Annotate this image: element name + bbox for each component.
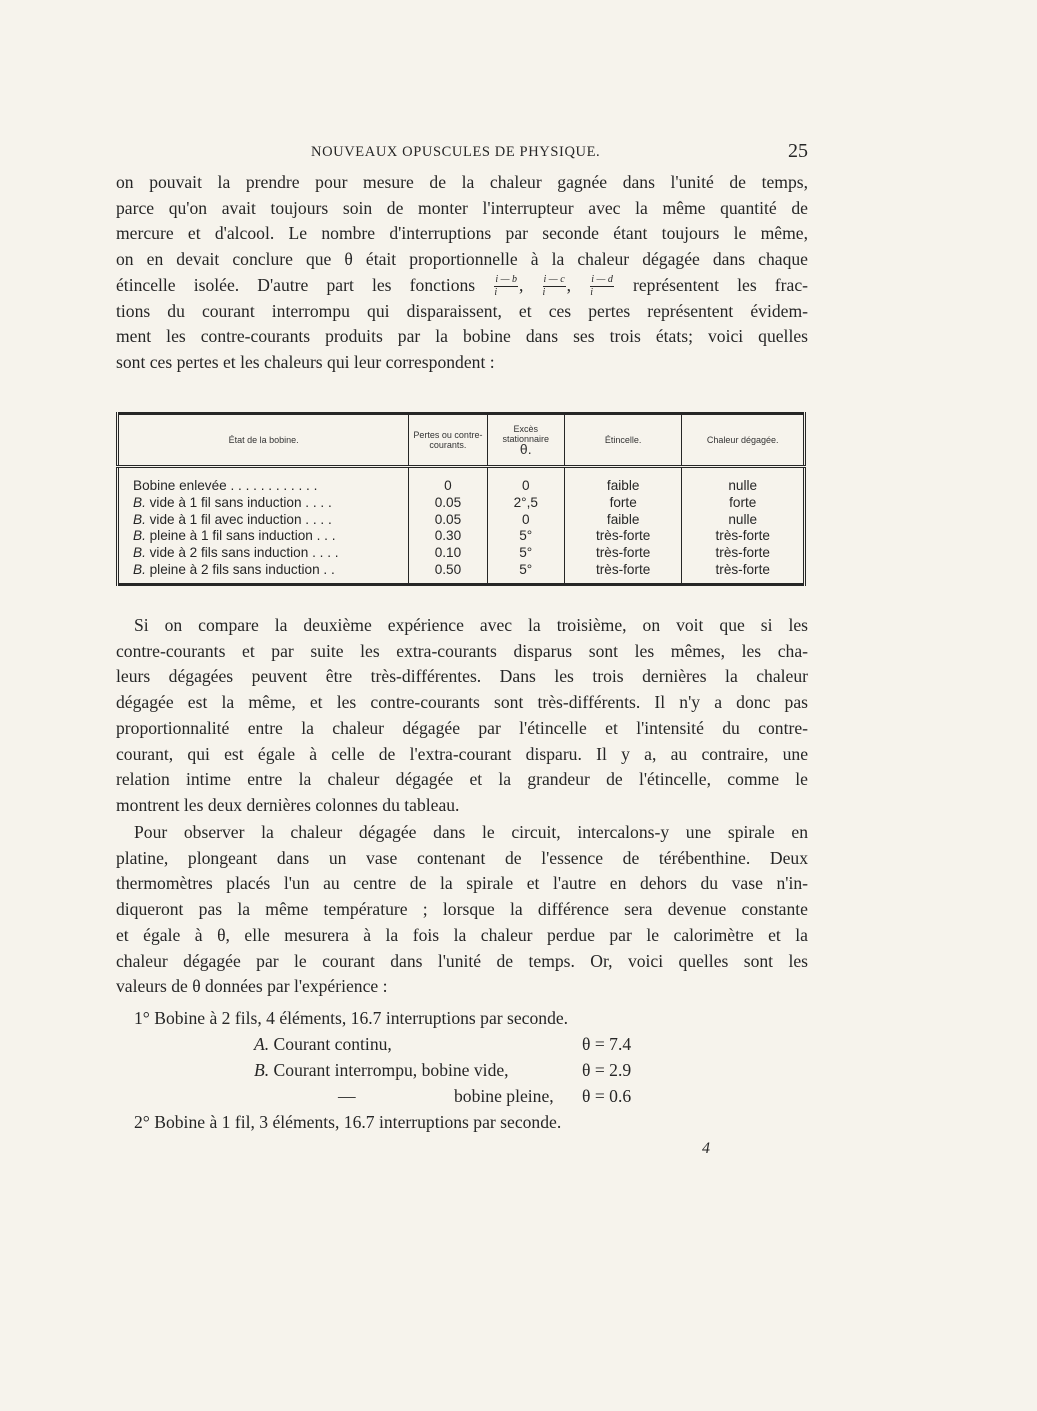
text-line: chaleur dégagée par le courant dans l'unité de temps. Or, voici quelles sont les [116, 950, 808, 971]
column-header-chaleur: Chaleur dégagée. [682, 414, 805, 467]
text-line: on en devait conclure que θ était proportionnelle à la chaleur dégagée dans chaque [116, 249, 808, 270]
cell-etincelle: forte [564, 495, 682, 512]
cell-pertes: 0.05 [409, 512, 487, 529]
cell-pertes: 0.50 [409, 562, 487, 584]
text-line: platine, plongeant dans un vase contenant de l'essence de térébenthine. Deux [116, 847, 808, 868]
cell-etat: B. vide à 1 fil sans induction . . . . [118, 495, 409, 512]
text-line: diqueront pas la même température ; lorsque la différence sera devenue constante [116, 899, 808, 920]
list-value: θ = 7.4 [582, 1034, 632, 1054]
table-row [118, 495, 805, 512]
list-item: 1° Bobine à 2 fils, 4 éléments, 16.7 interruptions par seconde. [134, 1008, 569, 1028]
text-line: Pour observer la chaleur dégagée dans le circuit, intercalons-y une spirale en [134, 822, 808, 842]
text-line: dégagée est la même, et les contre-courants sont très-différents. Il n'y a donc pas [116, 692, 808, 713]
page-header [116, 142, 808, 164]
text-line: courant, qui est égale à celle de l'extra-courant disparu. Il y a, au contraire, une [116, 743, 808, 764]
list-value: θ = 2.9 [582, 1060, 632, 1080]
text-line: sont ces pertes et les chaleurs qui leur correspondent : [116, 351, 495, 372]
cell-etat: B. pleine à 2 fils sans induction . . [118, 562, 409, 584]
cell-etat: Bobine enlevée . . . . . . . . . . . . [118, 467, 409, 495]
list-subitem: bobine pleine, [454, 1086, 554, 1106]
text-line: ment les contre-courants produits par la bobine dans ses trois états; voici quelles [116, 326, 808, 347]
signature-mark: 4 [702, 1140, 710, 1157]
cell-exces: 0 [487, 512, 564, 529]
text-line: et égale à θ, elle mesurera à la fois la chaleur perdue par le calorimètre et la [116, 924, 808, 945]
text-line: leurs dégagées peuvent être très-différentes. Dans les trois dernières la chaleur [116, 666, 808, 687]
data-table [116, 412, 806, 586]
fraction: $\frac{i — b}{i}$ [494, 274, 517, 299]
cell-exces: 5° [487, 528, 564, 545]
cell-etat: B. pleine à 1 fil sans induction . . . [118, 528, 409, 545]
table-row [118, 545, 805, 562]
cell-pertes: 0.30 [409, 528, 487, 545]
list-value: θ = 0.6 [582, 1086, 632, 1106]
paragraph-comparison [116, 613, 808, 819]
page-number: 25 [788, 140, 808, 162]
intro-paragraph [116, 170, 808, 376]
cell-chaleur: nulle [682, 512, 805, 529]
fraction: $\frac{i — d}{i}$ [590, 274, 613, 299]
cell-etincelle: très-forte [564, 545, 682, 562]
cell-chaleur: forte [682, 495, 805, 512]
cell-etincelle: faible [564, 467, 682, 495]
cell-chaleur: très-forte [682, 528, 805, 545]
text-line: Si on compare la deuxième expérience avec la troisième, on voit que si les [134, 615, 808, 635]
text-line-fractions: étincelle isolée. D'autre part les fonctions $\frac{i — b}{i}$ , $\frac{i — c}{i}$ , $\frac{i — d}{i}$ représentent les frac- [116, 274, 809, 299]
list-subitem: A. Courant continu, [254, 1034, 392, 1054]
column-header-etat: État de la bobine. [118, 414, 409, 467]
table-header-row [118, 414, 805, 467]
cell-pertes: 0 [409, 467, 487, 495]
text-line: montrent les deux dernières colonnes du tableau. [116, 794, 460, 815]
list-dash: — [338, 1086, 356, 1106]
cell-etincelle: très-forte [564, 528, 682, 545]
text-line: contre-courants et par suite les extra-courants disparus sont les mêmes, les cha- [116, 640, 808, 661]
cell-etincelle: faible [564, 512, 682, 529]
text-line: valeurs de θ données par l'expérience : [116, 976, 388, 997]
table-row [118, 467, 805, 495]
text-line: parce qu'on avait toujours soin de monter l'interrupteur avec la même quantité de [116, 197, 808, 218]
table-row [118, 528, 805, 545]
cell-chaleur: très-forte [682, 562, 805, 584]
text-line: proportionnalité entre la chaleur dégagée par l'étincelle et l'intensité du contre- [116, 717, 808, 738]
fraction: $\frac{i — c}{i}$ [542, 274, 565, 299]
cell-exces: 2°,5 [487, 495, 564, 512]
text-line: mercure et d'alcool. Le nombre d'interruptions par seconde étant toujours le même, [116, 223, 808, 244]
text-line: thermomètres placés l'un au centre de la spirale et l'autre en dehors du vase n'in- [116, 873, 808, 894]
cell-exces: 5° [487, 545, 564, 562]
table-row [118, 512, 805, 529]
cell-chaleur: très-forte [682, 545, 805, 562]
text-line: on pouvait la prendre pour mesure de la chaleur gagnée dans l'unité de temps, [116, 172, 808, 192]
running-title: NOUVEAUX OPUSCULES DE PHYSIQUE. [311, 144, 601, 160]
text-fragment: représentent les frac- [633, 274, 809, 295]
cell-exces: 5° [487, 562, 564, 584]
cell-etincelle: très-forte [564, 562, 682, 584]
cell-pertes: 0.05 [409, 495, 487, 512]
list-item: 2° Bobine à 1 fil, 3 éléments, 16.7 interruptions par seconde. [134, 1112, 562, 1132]
table-row [118, 562, 805, 584]
paragraph-observation [116, 820, 808, 1000]
cell-etat: B. vide à 2 fils sans induction . . . . [118, 545, 409, 562]
column-header-etincelle: Étincelle. [564, 414, 682, 467]
theta-symbol: θ. [519, 441, 532, 457]
cell-chaleur: nulle [682, 467, 805, 495]
list-subitem: B. Courant interrompu, bobine vide, [254, 1060, 509, 1080]
text-line: tions du courant interrompu qui disparaissent, et ces pertes représentent évidem- [116, 300, 808, 321]
cell-exces: 0 [487, 467, 564, 495]
text-fragment: étincelle isolée. D'autre part les fonctions [116, 274, 476, 295]
text-line: relation intime entre la chaleur dégagée et la grandeur de l'étincelle, comme le [116, 769, 808, 790]
cell-etat: B. vide à 1 fil avec induction . . . . [118, 512, 409, 529]
column-header-pertes: Pertes ou contre-courants. [409, 414, 487, 467]
column-header-exces: Excès stationnaire θ. [487, 414, 564, 467]
cell-pertes: 0.10 [409, 545, 487, 562]
